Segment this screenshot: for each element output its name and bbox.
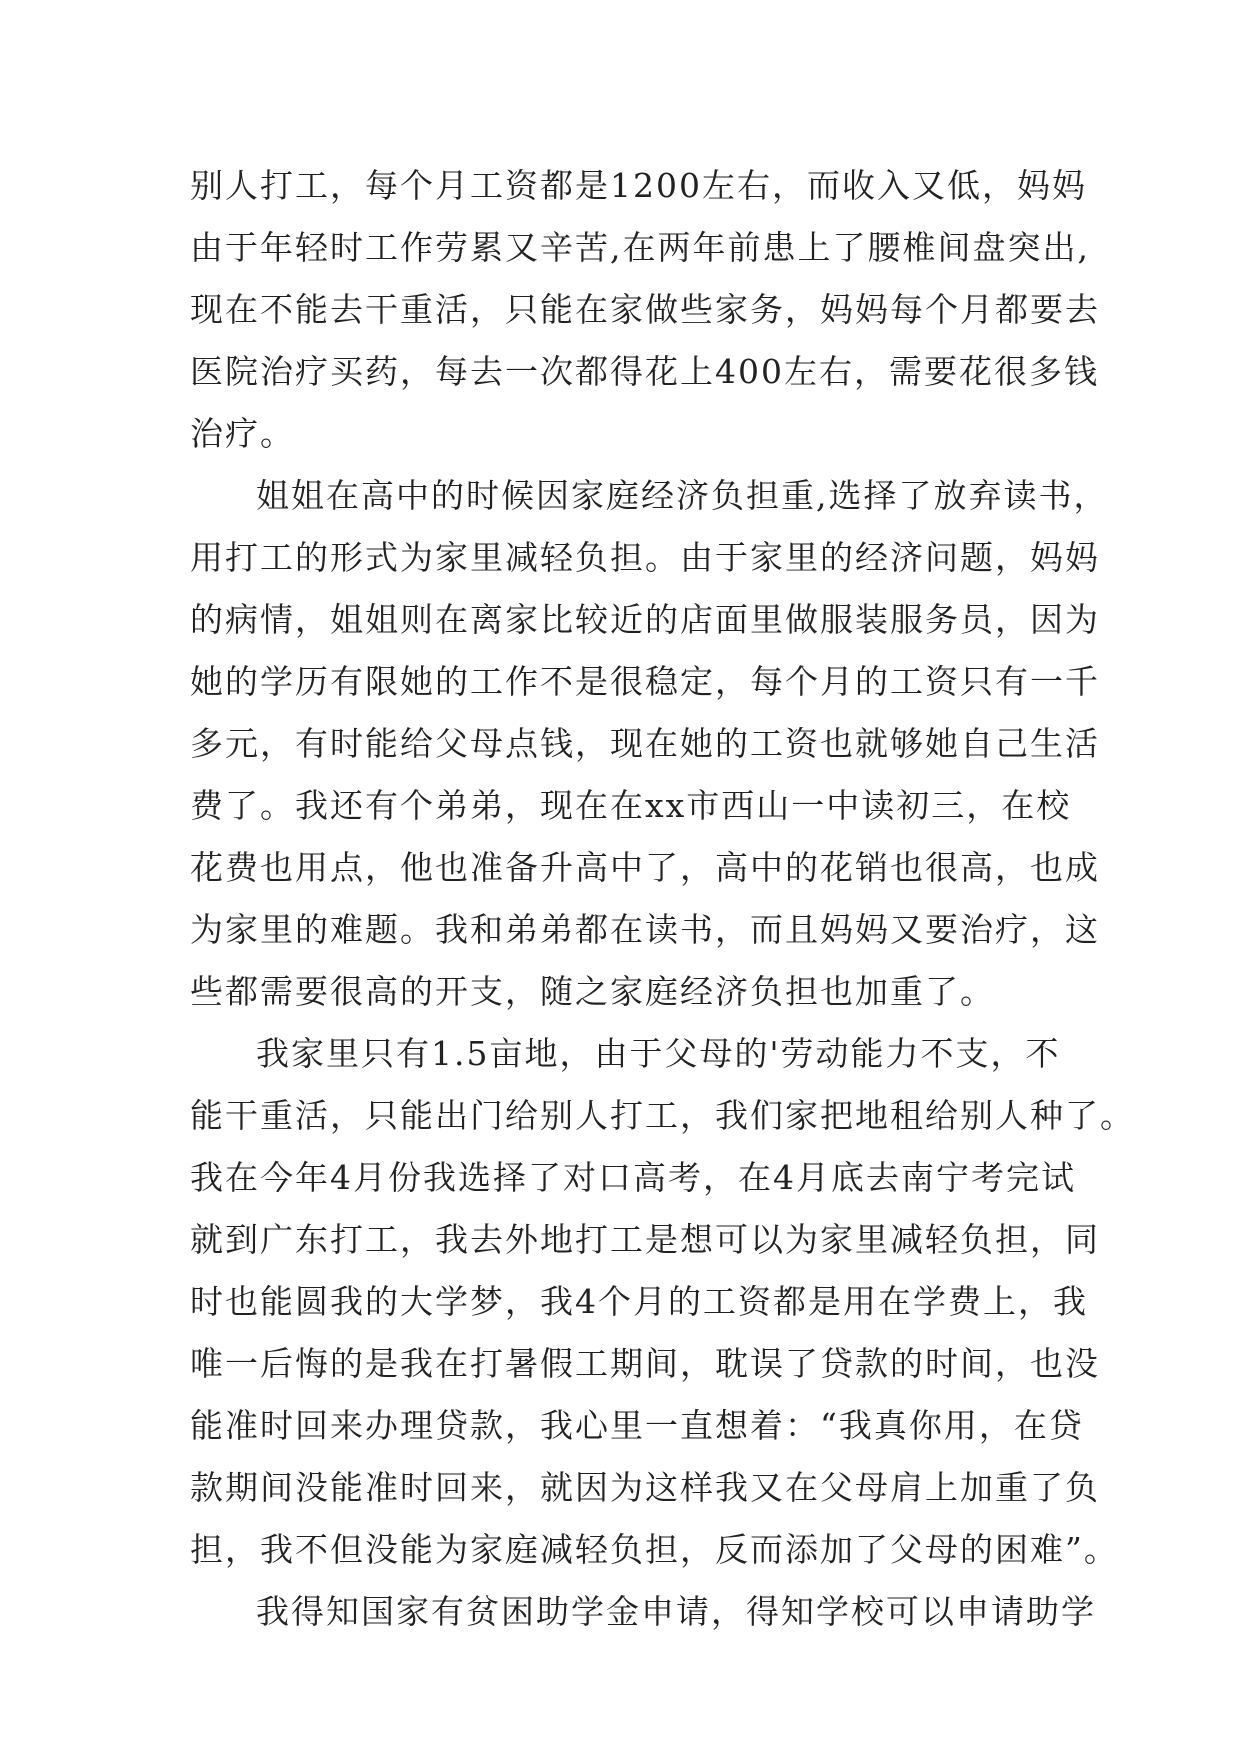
- text-line: 治疗。: [190, 414, 295, 453]
- text-line: 能准时回来办理贷款，我心里一直想着：“我真你用，在贷: [190, 1406, 1084, 1445]
- text-line: 多元，有时能给父母点钱，现在她的工资也就够她自己生活: [190, 724, 1100, 763]
- text-line: 款期间没能准时回来，就因为这样我又在父母肩上加重了负: [190, 1468, 1100, 1507]
- text-line: 为家里的难题。我和弟弟都在读书，而且妈妈又要治疗，这: [190, 910, 1100, 949]
- text-line: 费了。我还有个弟弟，现在在xx市西山一中读初三，在校: [190, 786, 1072, 825]
- text-line: 姐姐在高中的时候因家庭经济负担重,选择了放弃读书，: [256, 476, 1109, 515]
- text-line: 由于年轻时工作劳累又辛苦,在两年前患上了腰椎间盘突出,: [190, 228, 1090, 267]
- text-line: 时也能圆我的大学梦，我4个月的工资都是用在学费上，我: [190, 1282, 1088, 1321]
- text-line: 唯一后悔的是我在打暑假工期间，耽误了贷款的时间，也没: [190, 1344, 1100, 1383]
- text-line: 我家里只有1.5亩地，由于父母的'劳动能力不支，不: [256, 1034, 1061, 1073]
- text-line: 花费也用点，他也准备升高中了，高中的花销也很高，也成: [190, 848, 1100, 887]
- text-line: 别人打工，每个月工资都是1200左右，而收入又低，妈妈: [190, 166, 1087, 205]
- text-line: 医院治疗买药，每去一次都得花上400左右，需要花很多钱: [190, 352, 1099, 391]
- body-text: [190, 155, 1135, 1643]
- text-line: 我得知国家有贫困助学金申请，得知学校可以申请助学: [256, 1592, 1096, 1631]
- text-line: 我在今年4月份我选择了对口高考，在4月底去南宁考完试: [190, 1158, 1076, 1197]
- text-line: 用打工的形式为家里减轻负担。由于家里的经济问题，妈妈: [190, 538, 1100, 577]
- text-line: 能干重活，只能出门给别人打工，我们家把地租给别人种了。: [190, 1096, 1135, 1135]
- text-line: 担，我不但没能为家庭减轻负担，反而添加了父母的困难”。: [190, 1530, 1119, 1569]
- text-line: 就到广东打工，我去外地打工是想可以为家里减轻负担，同: [190, 1220, 1100, 1259]
- text-line: 她的学历有限她的工作不是很稳定，每个月的工资只有一千: [190, 662, 1100, 701]
- text-line: 些都需要很高的开支，随之家庭经济负担也加重了。: [190, 972, 995, 1011]
- text-line: 现在不能去干重活，只能在家做些家务，妈妈每个月都要去: [190, 290, 1100, 329]
- text-line: 的病情，姐姐则在离家比较近的店面里做服装服务员，因为: [190, 600, 1100, 639]
